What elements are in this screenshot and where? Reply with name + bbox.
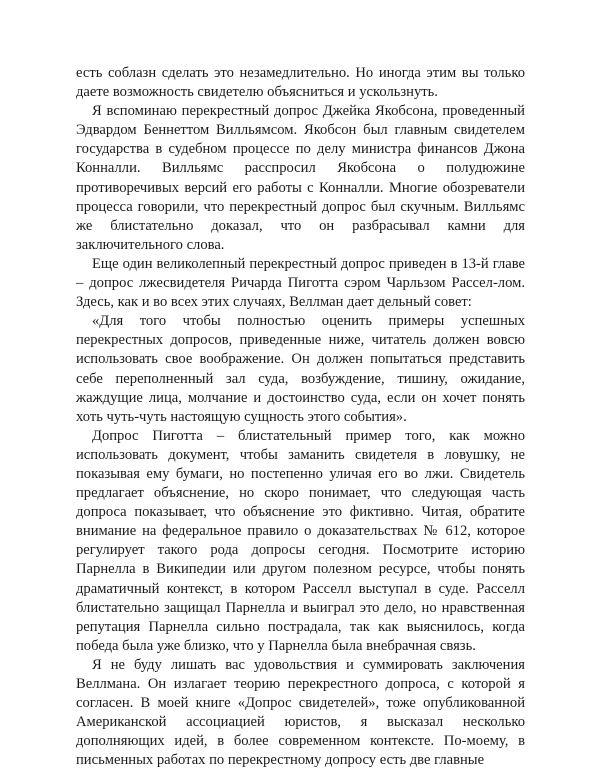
- paragraph-6: Я не буду лишать вас удовольствия и суммировать заключения Веллмана. Он излагает теорию перекрестного допроса, с которой я согласен. В моей книге «Допрос свидетелей», тоже опубликованной Американской ассоциацией юристов, я высказал несколько дополняющих идей, в более современном контексте. По-моему, в письменных работах по перекрестному допросу есть две главные: [76, 656, 525, 769]
- paragraph-3: Еще один великолепный перекрестный допрос приведен в 13-й главе – допрос лжесвидетеля Ричарда Пиготта сэром Чарльзом Рассел-лом. Здесь, как и во всех этих случаях, Веллман дает дельный совет:: [76, 255, 525, 311]
- paragraph-2: Я вспоминаю перекрестный допрос Джейка Якобсона, проведенный Эдвардом Беннеттом Вилльямсом. Якобсон был главным свидетелем государства в судебном процессе по делу министра финансов Джона Конналли. Вилльямс расспросил Якобсона о полудюжине противоречивых версий его работы с Конналли. Многие обозреватели процесса говорили, что перекрестный допрос был скучным. Вилльямс же блистательно доказал, что он разбрасывал камни для заключительного слова.: [76, 103, 525, 253]
- paragraph-5: Допрос Пиготта – блистательный пример того, как можно использовать документ, чтобы заманить свидетеля в ловушку, не показывая ему бумаги, но постепенно уличая его во лжи. Свидетель предлагает объяснение, но скоро понимает, что следующая часть допроса показывает, что объяснение это фиктивно. Читая, обратите внимание на федеральное правило о доказательствах № 612, которое регулирует такого рода допросы сегодня. Посмотрите историю Парнелла в Википедии или другом полезном ресурсе, чтобы понять драматичный контекст, в котором Расселл выступал в суде. Расселл блистательно защищал Парнелла и выиграл это дело, но нравственная репутация Парнелла сильно пострадала, так как выяснилось, когда победа была уже близко, что у Парнелла была внебрачная связь.: [76, 427, 525, 654]
- document-page: [76, 64, 525, 770]
- quote-paragraph: «Для того чтобы полностью оценить примеры успешных перекрестных допросов, приведенные ниже, читатель должен вовсю использовать свое воображение. Он должен попытаться представить себе переполненный зал суда, возбуждение, тишину, ожидание, жаждущие лица, молчание и достоинство суда, если он хочет понять хоть чуть-чуть настоящую сущность этого события».: [76, 313, 525, 425]
- paragraph-1: есть соблазн сделать это незамедлительно. Но иногда этим вы только даете возможность свидетелю объясниться и ускользнуть.: [76, 65, 525, 101]
